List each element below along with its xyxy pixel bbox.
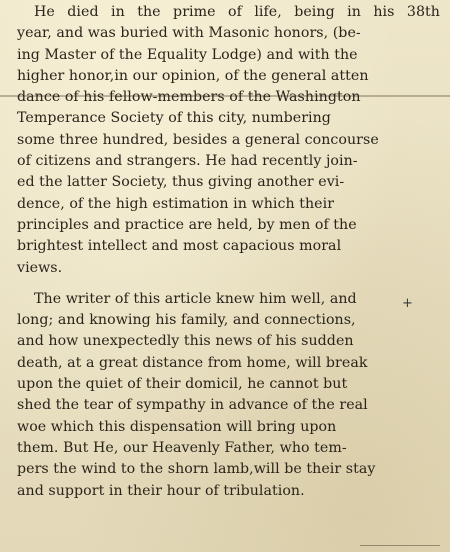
article-line: woe which this dispensation will bring upon (17, 418, 337, 435)
article-line: ing Master of the Equality Lodge) and with the (17, 46, 358, 63)
article-line: some three hundred, besides a general concourse (17, 131, 379, 148)
article-column (17, 2, 443, 502)
bottom-rule (360, 545, 440, 546)
crosshair-cursor-icon: + (402, 296, 413, 311)
article-line: Temperance Society of this city, numbering (17, 110, 331, 127)
article-line: and how unexpectedly this news of his sudden (17, 333, 354, 350)
article-line: them. But He, our Heavenly Father, who tem- (17, 439, 347, 456)
article-line: pers the wind to the shorn lamb,will be their stay (17, 461, 376, 478)
article-line: and support in their hour of tribulation. (17, 482, 305, 499)
article-line: dance of his fellow-members of the Washington (17, 89, 361, 106)
article-line: dence, of the high estimation in which their (17, 195, 335, 212)
article-line: principles and practice are held, by men of the (17, 216, 357, 233)
article-line: year, and was buried with Masonic honors, (be- (17, 25, 361, 42)
article-line: upon the quiet of their domicil, he cannot but (17, 376, 348, 393)
article-line: views. (17, 259, 63, 276)
article-line: The writer of this article knew him well, and (34, 290, 357, 307)
article-line: death, at a great distance from home, will break (17, 354, 368, 371)
article-line: long; and knowing his family, and connections, (17, 312, 356, 329)
article-line: ed the latter Society, thus giving another evi- (17, 174, 345, 191)
article-line: brightest intellect and most capacious moral (17, 238, 342, 255)
article-line: shed the tear of sympathy in advance of the real (17, 397, 368, 414)
article-line: of citizens and strangers. He had recently join- (17, 153, 358, 170)
article-line: higher honor,in our opinion, of the general atten (17, 67, 369, 84)
article-line: He died in the prime of life, being in his 38th (34, 4, 440, 20)
